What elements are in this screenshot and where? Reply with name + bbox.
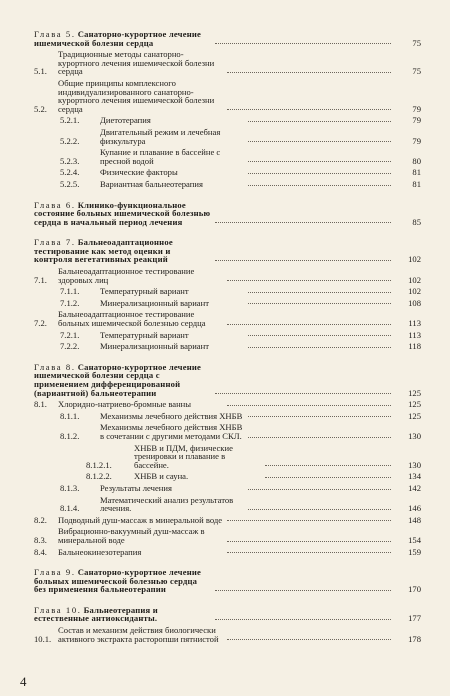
entry-title: Состав и механизм действия биологически активного экстракта расторопши пятнистой	[58, 625, 219, 644]
dot-leader	[248, 416, 392, 417]
dot-leader	[248, 509, 392, 510]
entry-title: ХНБВ и ПДМ, физические тренировки и плавание в бассейне.	[134, 442, 233, 470]
toc-entry	[34, 472, 421, 481]
entry-number: 8.1.2.1.	[86, 459, 112, 470]
entry-page-number: 80	[412, 155, 421, 166]
entry-number: 5.1.	[34, 66, 47, 77]
entry-page-number: 148	[408, 514, 421, 525]
entry-page-number: 113	[408, 329, 421, 340]
dot-leader	[215, 43, 392, 44]
entry-title: Бальнеоадаптационное тестирование здоровых лиц	[58, 266, 195, 285]
dot-leader	[215, 260, 392, 261]
chapter-page-number: 177	[408, 613, 421, 624]
chapter-label: Глава 7.	[34, 237, 76, 248]
chapter-title: Бальнеотерапия и естественные антиоксиданты.	[34, 604, 158, 624]
toc-entry	[34, 299, 421, 308]
entry-number: 7.1.2.	[60, 297, 80, 308]
chapter-heading	[34, 606, 421, 623]
chapter-page-number: 125	[408, 387, 421, 398]
entry-page-number: 130	[408, 430, 421, 441]
table-of-contents	[34, 30, 421, 643]
entry-page-number: 142	[408, 482, 421, 493]
entry-page-number: 154	[408, 534, 421, 545]
entry-page-number: 130	[408, 459, 421, 470]
chapter-page-number: 75	[412, 37, 421, 48]
dot-leader	[248, 161, 392, 162]
entry-title: Температурный вариант	[100, 286, 189, 297]
chapter-heading	[34, 238, 421, 264]
dot-leader	[215, 590, 392, 591]
dot-leader	[215, 393, 392, 394]
chapter-heading-text	[34, 606, 211, 623]
page-number-footer: 4	[20, 674, 27, 689]
dot-leader	[248, 303, 392, 304]
entry-title: Хлоридно-натриево-бромные ванны	[58, 399, 192, 410]
chapter-heading	[34, 30, 421, 47]
dot-leader	[215, 222, 392, 223]
entry-number: 8.1.2.2.	[86, 471, 112, 482]
entry-page-number: 75	[412, 66, 421, 77]
entry-title: Температурный вариант	[100, 329, 189, 340]
chapter-page-number: 102	[408, 254, 421, 265]
entry-number: 8.1.	[34, 399, 47, 410]
entry-title: Вибрационно-вакуумный душ-массаж в минеральной воде	[58, 526, 205, 545]
entry-title: Физические факторы	[100, 167, 178, 178]
dot-leader	[248, 489, 392, 490]
chapter-title: Клинико-функциональное состояние больных ишемической болезнью сердца в начальный период лечения	[34, 199, 211, 227]
chapter-heading	[34, 568, 421, 594]
toc-entry	[34, 516, 421, 525]
dot-leader	[227, 280, 392, 281]
entry-title: Минерализационный вариант	[100, 297, 209, 308]
entry-page-number: 134	[408, 471, 421, 482]
entry-number: 5.2.2.	[60, 135, 80, 146]
entry-number: 10.1.	[34, 633, 52, 644]
entry-title: Бальнеоадаптационное тестирование больных ишемической болезнью сердца	[58, 309, 206, 329]
entry-page-number: 118	[408, 341, 421, 352]
toc-entry	[34, 412, 421, 421]
chapter-heading-text	[34, 568, 211, 594]
entry-number: 8.4.	[34, 546, 47, 557]
toc-chapter	[34, 568, 421, 594]
entry-title: Минерализационный вариант	[100, 341, 209, 352]
toc-entry	[34, 148, 421, 165]
chapter-label: Глава 6.	[34, 199, 76, 210]
entry-title: ХНБВ и сауна.	[134, 471, 189, 482]
toc-entry	[34, 342, 421, 351]
toc-entry	[34, 527, 421, 544]
toc-entry	[34, 50, 421, 76]
chapter-label: Глава 9.	[34, 567, 76, 578]
dot-leader	[265, 477, 392, 478]
toc-entry	[34, 128, 421, 145]
entry-page-number: 79	[412, 115, 421, 126]
entry-page-number: 81	[412, 178, 421, 189]
toc-entry	[34, 180, 421, 189]
entry-page-number: 178	[408, 633, 421, 644]
entry-number: 7.1.	[34, 274, 47, 285]
entry-number: 8.2.	[34, 514, 47, 525]
chapter-title: Санаторно-курортное лечение больных ишемической болезнью сердца без применения бальнеотерапии	[34, 567, 202, 595]
toc-entry	[34, 267, 421, 284]
entry-title: Традиционные методы санаторно-курортного лечения ишемической болезни сердца	[58, 49, 215, 77]
entry-page-number: 102	[408, 286, 421, 297]
toc-chapter	[34, 363, 421, 556]
entry-title: Вариантная бальнеотерапия	[100, 178, 203, 189]
entry-page-number: 79	[412, 135, 421, 146]
chapter-title: Бальнеоадаптационное тестирование как метод оценки и контроля вегетативных реакций	[34, 237, 173, 265]
entry-number: 5.2.3.	[60, 155, 80, 166]
entry-title: Механизмы лечебного действия ХНБВ	[100, 410, 243, 421]
dot-leader	[227, 324, 392, 325]
toc-entry	[34, 310, 421, 327]
chapter-heading	[34, 201, 421, 227]
entry-number: 5.2.	[34, 103, 47, 114]
chapter-heading-text	[34, 201, 211, 227]
chapter-heading-text	[34, 363, 211, 397]
toc-entry	[34, 400, 421, 409]
dot-leader	[248, 121, 392, 122]
chapter-heading-text	[34, 30, 211, 47]
chapter-label: Глава 8.	[34, 361, 76, 372]
chapter-page-number: 85	[412, 216, 421, 227]
entry-title: Результаты лечения	[100, 482, 172, 493]
entry-page-number: 81	[412, 167, 421, 178]
toc-entry	[34, 331, 421, 340]
dot-leader	[248, 437, 392, 438]
dot-leader	[248, 292, 392, 293]
entry-number: 8.1.3.	[60, 482, 80, 493]
toc-entry	[34, 168, 421, 177]
entry-page-number: 159	[408, 546, 421, 557]
chapter-label: Глава 5.	[34, 29, 76, 39]
chapter-title: Санаторно-курортное лечение ишемической болезни сердца с применением дифференцированной (вариантной) бальнеотерапии	[34, 361, 202, 398]
dot-leader	[248, 335, 392, 336]
dot-leader	[265, 465, 392, 466]
entry-title: Купание и плавание в бассейне с пресной водой	[100, 147, 221, 166]
dot-leader	[227, 639, 392, 640]
toc-entry	[34, 444, 421, 470]
dot-leader	[227, 520, 392, 521]
entry-page-number: 146	[408, 503, 421, 514]
toc-entry	[34, 79, 421, 113]
dot-leader	[248, 141, 392, 142]
dot-leader	[227, 72, 392, 73]
entry-title: Двигательный режим и лечебная физкультура	[100, 126, 221, 146]
entry-page-number: 102	[408, 274, 421, 285]
entry-number: 7.2.1.	[60, 329, 80, 340]
entry-title: Механизмы лечебного действия ХНБВ в сочетании с другими методами СКЛ.	[100, 422, 243, 441]
toc-chapter	[34, 201, 421, 227]
dot-leader	[248, 173, 392, 174]
toc-entry	[34, 484, 421, 493]
chapter-heading-text	[34, 238, 211, 264]
entry-title: Общие принципы комплексного индивидуализированного санаторно-курортного лечения ишемической болезни сердца	[58, 77, 215, 114]
dot-leader	[227, 541, 392, 542]
dot-leader	[227, 109, 392, 110]
entry-number: 8.1.1.	[60, 410, 80, 421]
entry-page-number: 125	[408, 410, 421, 421]
entry-title: Бальнеокинезотерапия	[58, 546, 142, 557]
entry-number: 5.2.4.	[60, 167, 80, 178]
toc-entry	[34, 287, 421, 296]
entry-number: 5.2.1.	[60, 115, 80, 126]
toc-entry	[34, 548, 421, 557]
entry-page-number: 113	[408, 318, 421, 329]
toc-entry	[34, 116, 421, 125]
toc-chapter	[34, 606, 421, 643]
entry-title: Математический анализ результатов лечения.	[100, 494, 234, 514]
entry-number: 8.3.	[34, 534, 47, 545]
chapter-page-number: 170	[408, 584, 421, 595]
entry-page-number: 125	[408, 399, 421, 410]
entry-number: 8.1.4.	[60, 503, 80, 514]
entry-title: Подводный душ-массаж в минеральной воде	[58, 514, 223, 525]
entry-number: 7.2.2.	[60, 341, 80, 352]
toc-entry	[34, 626, 421, 643]
chapter-title: Санаторно-курортное лечение ишемической болезни сердца	[34, 29, 202, 48]
dot-leader	[248, 347, 392, 348]
entry-page-number: 108	[408, 297, 421, 308]
dot-leader	[215, 619, 392, 620]
toc-entry	[34, 423, 421, 440]
chapter-heading	[34, 363, 421, 397]
toc-entry	[34, 496, 421, 513]
entry-number: 7.1.1.	[60, 286, 80, 297]
toc-chapter	[34, 238, 421, 351]
entry-number: 5.2.5.	[60, 178, 80, 189]
entry-number: 8.1.2.	[60, 430, 80, 441]
entry-page-number: 79	[412, 103, 421, 114]
chapter-label: Глава 10.	[34, 604, 82, 615]
dot-leader	[227, 405, 392, 406]
entry-number: 7.2.	[34, 318, 47, 329]
entry-title: Диетотерапия	[100, 115, 151, 126]
dot-leader	[248, 185, 392, 186]
dot-leader	[227, 552, 392, 553]
toc-chapter	[34, 30, 421, 189]
